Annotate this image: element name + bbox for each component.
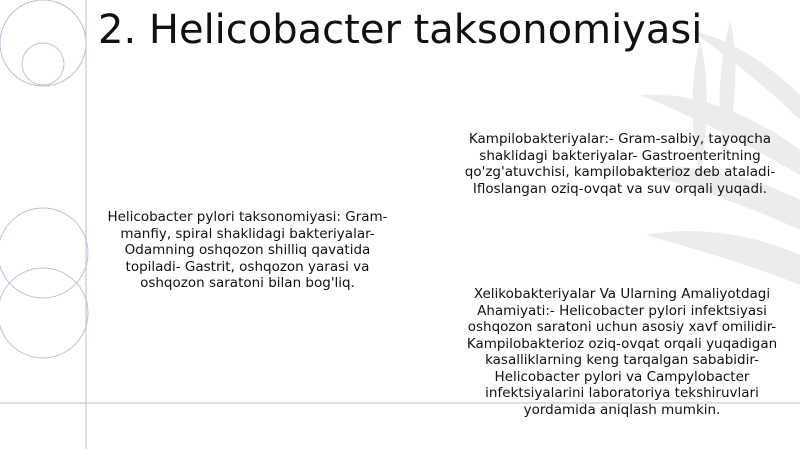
helicobacter-taxonomy-text: Helicobacter pylori taksonomiyasi: Gram-manfiy, spiral shaklidagi bakteriyalar- Odamning oshqozon shilliq qavatida topiladi- Gastrit, oshqozon yarasi va oshqozon saratoni bilan bog'liq. [107, 209, 388, 291]
circle-outline-icon [0, 0, 88, 358]
practical-significance-text: Xelikobakteriyalar Va Ularning Amaliyotdagi Ahamiyati:- Helicobacter pylori infektsiyasi oshqozon saratoni uchun asosiy xavf omilidir- Kampilobakterioz oziq-ovqat orqali yuqadigan kasalliklarning keng tarqalgan sababidir- Helicobacter pylori va Campylobacter infektsiyalarini laboratoriya tekshiruvlari yordamida aniqlash mumkin. [466, 286, 778, 418]
slide-title: 2. Helicobacter taksonomiyasi [98, 7, 703, 53]
campylobacter-text: Kampilobakteriyalar:- Gram-salbiy, tayoqcha shaklidagi bakteriyalar- Gastroenteritning qo'zg'atuvchisi, kampilobakterioz deb ataladi- Ifloslangan oziq-ovqat va suv orqali yuqadi. [464, 131, 776, 197]
